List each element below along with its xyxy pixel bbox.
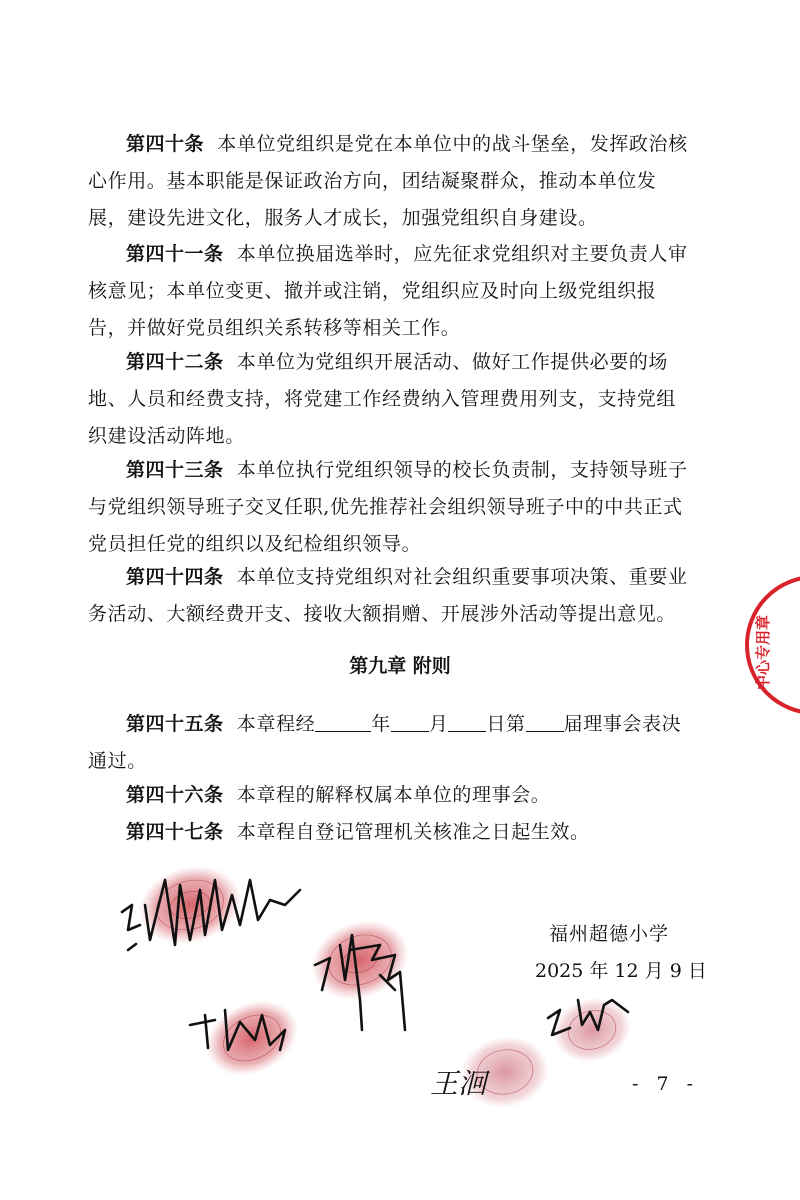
article-heading: 第四十四条 — [126, 566, 224, 588]
signing-date: 2025 年 12 月 9 日 — [535, 960, 707, 982]
article-text: 年 — [371, 713, 391, 735]
article-text: 本章程经 — [236, 713, 316, 735]
article-text: 日第 — [486, 713, 526, 735]
article-heading: 第四十一条 — [126, 243, 224, 265]
seal-text: 中心专用章 — [754, 614, 772, 690]
fingerprint — [545, 989, 639, 1072]
article-text: 本章程自登记管理机关核准之日起生效。 — [236, 821, 590, 843]
article-heading: 第四十七条 — [126, 821, 224, 843]
article-heading: 第四十六条 — [126, 784, 224, 806]
article-text: 本单位执行党组织领导的校长负责制，支持领导班子与党组织领导班子交叉任职,优先推荐社会组织领导班子中的中共正式党员担任党的组织以及纪检组织领导。 — [88, 459, 688, 555]
signature-wang: 王洄 — [430, 1067, 487, 1100]
organization-name: 福州超德小学 — [549, 923, 670, 945]
article-text: 月 — [428, 713, 449, 735]
article-heading: 第四十五条 — [126, 713, 224, 735]
article-text: 届理事会表决通过。 — [88, 713, 682, 772]
article-text: 本单位为党组织开展活动、做好工作提供必要的场地、人员和经费支持，将党建工作经费纳入管理费用列支，支持党组织建设活动阵地。 — [88, 351, 677, 447]
article-text: 本章程的解释权属本单位的理事会。 — [236, 784, 551, 806]
chapter-title: 第九章 附则 — [349, 655, 451, 677]
article-heading: 第四十三条 — [126, 459, 224, 481]
article-text: 本单位党组织是党在本单位中的战斗堡垒，发挥政治核心作用。基本职能是保证政治方向，团结凝聚群众，推动本单位发展，建设先进文化，服务人才成长，加强党组织自身建设。 — [88, 133, 688, 229]
page-number: - 7 - — [632, 1073, 700, 1095]
article-heading: 第四十二条 — [126, 351, 224, 373]
article-text: 本单位支持党组织对社会组织重要事项决策、重要业务活动、大额经费开支、接收大额捐赠、开展涉外活动等提出意见。 — [88, 566, 688, 625]
article-heading: 第四十条 — [126, 133, 205, 155]
official-seal — [720, 570, 800, 720]
article-text: 本单位换届选举时，应先征求党组织对主要负责人审核意见；本单位变更、撤并或注销，党组织应及时向上级党组织报告，并做好党员组织关系转移等相关工作。 — [88, 243, 688, 339]
